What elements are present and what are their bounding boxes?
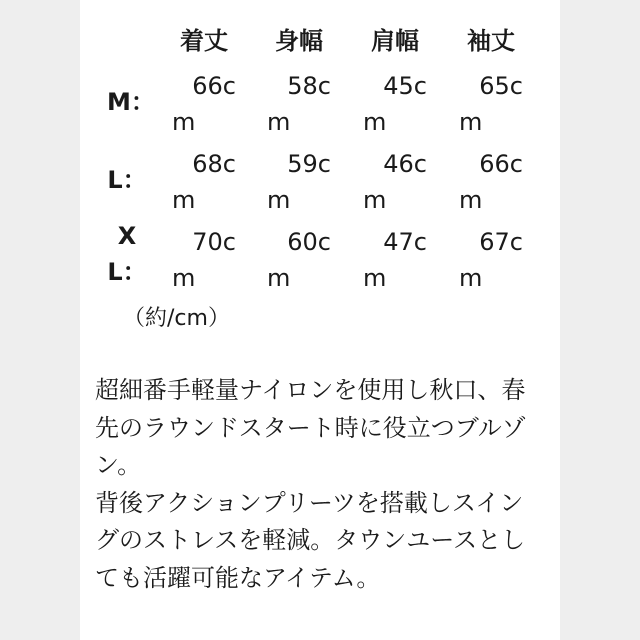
cell-l-width xyxy=(267,146,331,218)
header-sleeve: 袖丈 xyxy=(467,27,515,55)
cell-xl-shoulder xyxy=(363,224,427,296)
cell-unit-tail: m xyxy=(267,264,291,292)
cell-value: 46c xyxy=(383,150,427,178)
cell-unit-tail: m xyxy=(459,108,483,136)
header-length: 着丈 xyxy=(180,27,228,55)
description-paragraph: 超細番手軽量ナイロンを使用し秋口、春先のラウンドスタート時に役立つブルゾン。 xyxy=(95,376,526,479)
cell-value: 67c xyxy=(479,228,523,256)
cell-unit-tail: m xyxy=(363,108,387,136)
size-label-xl xyxy=(107,218,147,290)
cell-value: 65c xyxy=(479,72,523,100)
cell-unit-tail: m xyxy=(267,108,291,136)
cell-l-shoulder xyxy=(363,146,427,218)
cell-value: 70c xyxy=(192,228,236,256)
size-label-line: L： xyxy=(107,166,147,194)
cell-xl-length xyxy=(172,224,236,296)
product-description xyxy=(95,372,545,597)
cell-unit-tail: m xyxy=(459,186,483,214)
cell-unit-tail: m xyxy=(459,264,483,292)
cell-value: 47c xyxy=(383,228,427,256)
cell-unit-tail: m xyxy=(172,186,196,214)
header-shoulder: 肩幅 xyxy=(371,27,419,55)
size-label-m xyxy=(107,84,155,120)
cell-value: 58c xyxy=(287,72,331,100)
cell-unit-tail: m xyxy=(363,186,387,214)
size-label-line: L： xyxy=(107,258,147,286)
cell-xl-width xyxy=(267,224,331,296)
cell-l-sleeve xyxy=(459,146,523,218)
cell-m-sleeve xyxy=(459,68,523,140)
cell-m-length xyxy=(172,68,236,140)
cell-l-length xyxy=(172,146,236,218)
size-label-line: M： xyxy=(107,88,155,116)
cell-m-width xyxy=(267,68,331,140)
cell-value: 60c xyxy=(287,228,331,256)
header-width: 身幅 xyxy=(275,27,323,55)
size-label-l xyxy=(107,162,147,198)
cell-value: 45c xyxy=(383,72,427,100)
description-paragraph: 背後アクションプリーツを搭載しスイングのストレスを軽減。タウンユースとしても活躍可能なアイテム。 xyxy=(95,488,526,592)
cell-unit-tail: m xyxy=(363,264,387,292)
size-label-line: X xyxy=(117,222,137,250)
cell-unit-tail: m xyxy=(172,108,196,136)
product-sheet xyxy=(80,0,560,640)
size-table xyxy=(80,0,560,340)
cell-value: 59c xyxy=(287,150,331,178)
cell-m-shoulder xyxy=(363,68,427,140)
cell-value: 66c xyxy=(192,72,236,100)
cell-unit-tail: m xyxy=(172,264,196,292)
unit-note: （約/cm） xyxy=(123,306,230,331)
cell-value: 66c xyxy=(479,150,523,178)
cell-unit-tail: m xyxy=(267,186,291,214)
cell-value: 68c xyxy=(192,150,236,178)
cell-xl-sleeve xyxy=(459,224,523,296)
